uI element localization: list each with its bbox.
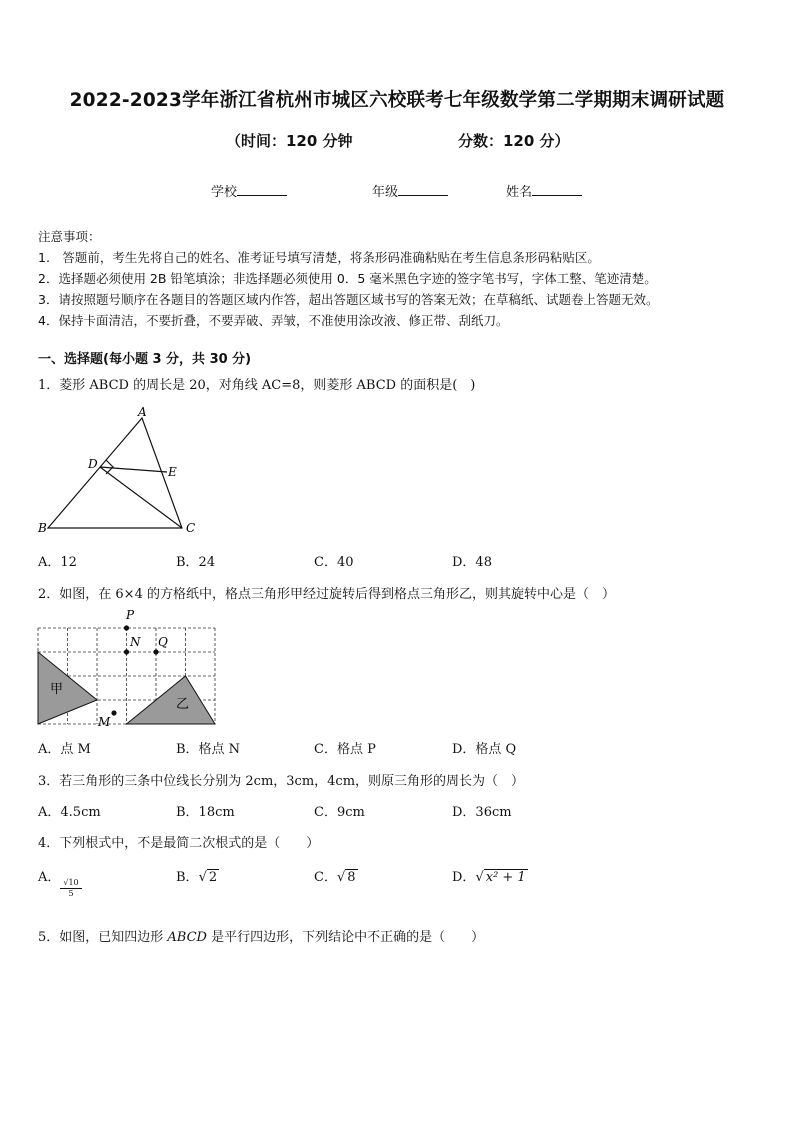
q5-text-pre: 5．如图，已知四边形 bbox=[38, 930, 168, 945]
radicand-b: 2 bbox=[208, 870, 218, 885]
q4-option-b-label: B． bbox=[176, 870, 199, 885]
q3-option-d: D．36cm bbox=[452, 805, 512, 820]
school-blank bbox=[237, 183, 287, 196]
school-field bbox=[211, 181, 287, 200]
q2-option-c: C．格点 P bbox=[314, 742, 376, 757]
q4-option-a-label: A． bbox=[38, 870, 61, 885]
q1-option-b: B．24 bbox=[176, 555, 216, 570]
label-a: A bbox=[138, 405, 147, 419]
exam-score: 分数：120 分） bbox=[458, 132, 570, 150]
note-item: 3．请按照题号顺序在各题目的答题区域内作答，超出答题区域书写的答案无效；在草稿纸、试题卷上答题无效。 bbox=[38, 292, 659, 307]
note-item: 4．保持卡面清洁，不要折叠，不要弄破、弄皱，不准使用涂改液、修正带、刮纸刀。 bbox=[38, 313, 509, 328]
q2-option-b: B．格点 N bbox=[176, 742, 241, 757]
fraction-denominator: 5 bbox=[68, 889, 74, 898]
q4-option-b-radical: √ 2 bbox=[198, 870, 218, 885]
q1-option-c: C．40 bbox=[314, 555, 354, 570]
question-1-text: 1．菱形 ABCD 的周长是 20，对角线 AC=8，则菱形 ABCD 的面积是( ) bbox=[38, 378, 476, 393]
q4-option-a bbox=[38, 866, 60, 885]
point-m bbox=[111, 710, 116, 715]
school-label: 学校 bbox=[211, 185, 238, 200]
name-blank bbox=[532, 183, 582, 196]
q2-option-d: D．格点 Q bbox=[452, 742, 517, 757]
question-4-text: 4．下列根式中，不是最简二次根式的是（ ） bbox=[38, 836, 320, 851]
label-n: N bbox=[130, 635, 141, 649]
radicand-c: 8 bbox=[347, 870, 356, 885]
label-p: P bbox=[126, 608, 135, 622]
q4-option-b bbox=[176, 866, 219, 885]
name-field bbox=[506, 181, 582, 200]
label-c: C bbox=[186, 521, 196, 535]
grade-field bbox=[372, 181, 448, 200]
question-5-text bbox=[38, 926, 484, 945]
note-item: 1. 答题前，考生先将自己的姓名、准考证号填写清楚，将条形码准确粘贴在考生信息条形码粘贴区。 bbox=[38, 250, 600, 265]
q4-option-d-label: D． bbox=[452, 870, 476, 885]
label-e: E bbox=[168, 465, 177, 479]
exam-time: （时间：120 分钟 bbox=[226, 132, 353, 150]
point-q bbox=[153, 649, 158, 654]
point-n bbox=[124, 649, 129, 654]
grade-blank bbox=[398, 183, 448, 196]
triangle-abc bbox=[48, 418, 182, 528]
note-item: 2．选择题必须使用 2B 铅笔填涂；非选择题必须使用 0．5 毫米黑色字迹的签字笔书写，字体工整、笔迹清楚。 bbox=[38, 271, 657, 286]
label-b: B bbox=[38, 521, 47, 535]
question-3-text: 3．若三角形的三条中位线长分别为 2cm，3cm，4cm，则原三角形的周长为（ ） bbox=[38, 774, 525, 789]
label-m: M bbox=[98, 715, 111, 729]
notes-heading: 注意事项： bbox=[38, 229, 101, 244]
q4-option-d-radical: √ x² + 1 bbox=[475, 870, 526, 885]
question-2-text: 2．如图，在 6×4 的方格纸中，格点三角形甲经过旋转后得到格点三角形乙，则其旋转中心是（ ） bbox=[38, 587, 615, 602]
q2-grid-figure bbox=[34, 606, 220, 732]
q4-option-d bbox=[452, 866, 528, 885]
q1-option-a: A．12 bbox=[38, 555, 77, 570]
label-d: D bbox=[88, 457, 98, 471]
point-p bbox=[124, 625, 129, 630]
fraction-numerator: √10 bbox=[60, 878, 82, 889]
name-label: 姓名 bbox=[506, 185, 533, 200]
q2-option-a: A．点 M bbox=[38, 742, 91, 757]
radicand-d: x² + 1 bbox=[485, 870, 526, 885]
q1-option-d: D．48 bbox=[452, 555, 492, 570]
q3-option-c: C．9cm bbox=[314, 805, 365, 820]
page-title: 2022-2023学年浙江省杭州市城区六校联考七年级数学第二学期期末调研试题 bbox=[69, 90, 725, 111]
q1-triangle-figure bbox=[34, 404, 204, 539]
q4-option-a-fraction bbox=[60, 878, 82, 899]
q3-option-b: B．18cm bbox=[176, 805, 235, 820]
label-jia: 甲 bbox=[50, 682, 64, 697]
q4-option-c-label: C． bbox=[314, 870, 337, 885]
notes-block bbox=[38, 226, 658, 331]
q3-option-a: A．4.5cm bbox=[38, 805, 101, 820]
q4-option-c-radical: √ 8 bbox=[336, 870, 356, 885]
q5-text-var: ABCD bbox=[167, 930, 207, 945]
label-q: Q bbox=[158, 635, 168, 649]
label-yi: 乙 bbox=[176, 697, 190, 712]
q5-text-post: 是平行四边形，下列结论中不正确的是（ ） bbox=[206, 930, 485, 945]
section-heading: 一、选择题(每小题 3 分，共 30 分) bbox=[38, 352, 252, 367]
q4-option-c bbox=[314, 866, 358, 885]
grade-label: 年级 bbox=[372, 185, 399, 200]
